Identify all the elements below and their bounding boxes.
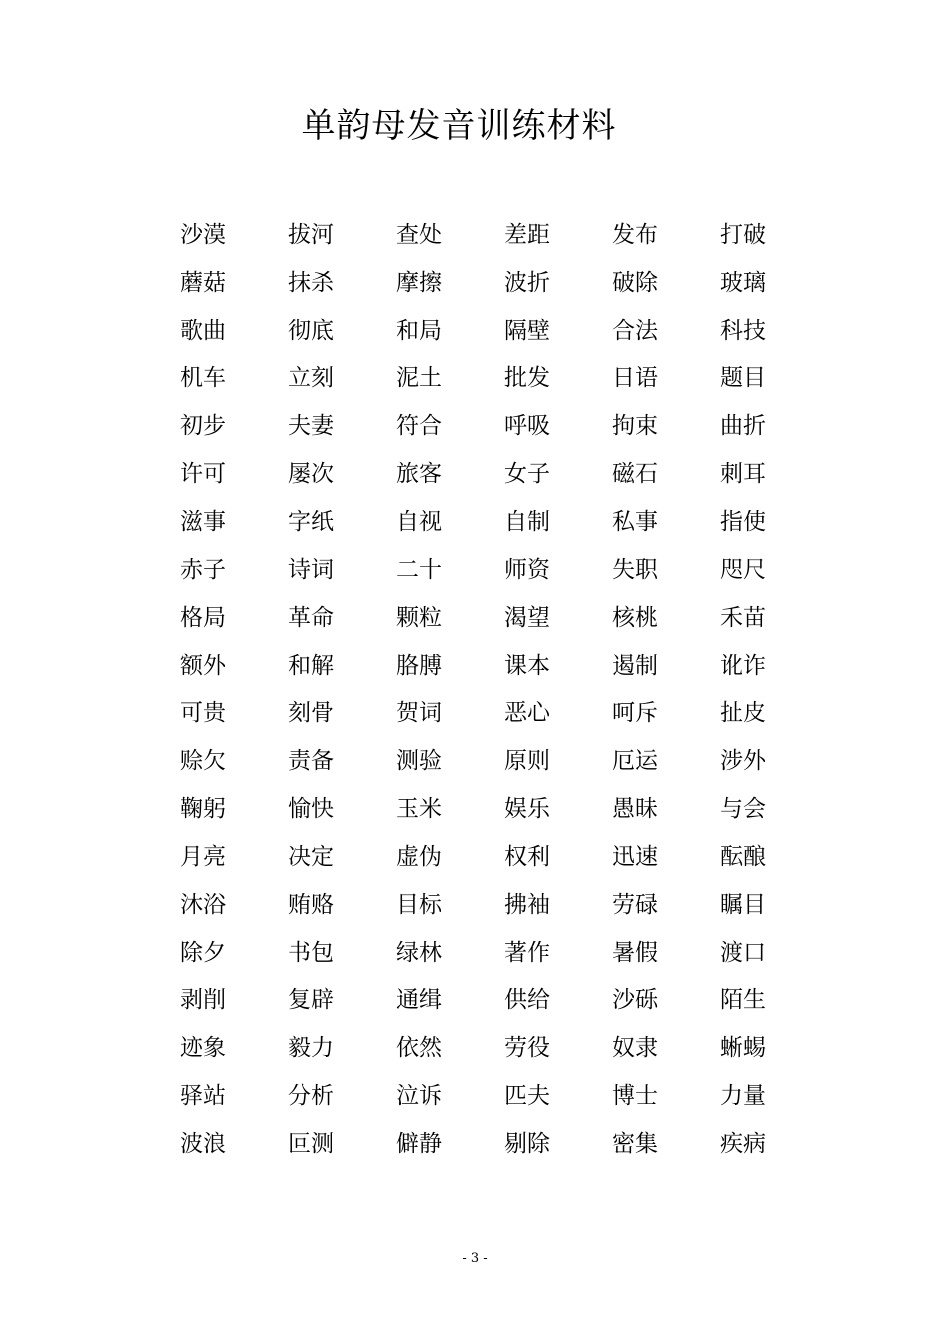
word-row <box>180 355 840 403</box>
word-cell: 自制 <box>504 508 550 535</box>
word-cell: 涉外 <box>720 748 766 775</box>
word-cell: 歌曲 <box>180 317 226 344</box>
word-cell: 机车 <box>180 365 226 392</box>
word-cell: 失职 <box>612 556 658 583</box>
word-cell: 娱乐 <box>504 796 550 823</box>
word-row <box>180 498 840 546</box>
word-cell: 迹象 <box>180 1035 226 1062</box>
word-row <box>180 402 840 450</box>
word-cell: 私事 <box>612 508 658 535</box>
word-cell: 自视 <box>396 508 442 535</box>
word-cell: 厄运 <box>612 748 658 775</box>
word-cell: 通缉 <box>396 987 442 1014</box>
word-cell: 依然 <box>396 1035 442 1062</box>
word-cell: 供给 <box>504 987 550 1014</box>
word-cell: 责备 <box>288 748 334 775</box>
word-row <box>180 307 840 355</box>
word-cell: 蘑菇 <box>180 269 226 296</box>
word-row <box>180 211 840 259</box>
word-row <box>180 737 840 785</box>
word-cell: 扯皮 <box>720 700 766 727</box>
word-cell: 与会 <box>720 796 766 823</box>
word-cell: 毅力 <box>288 1035 334 1062</box>
word-cell: 立刻 <box>288 365 334 392</box>
word-cell: 字纸 <box>288 508 334 535</box>
word-cell: 恶心 <box>504 700 550 727</box>
word-row <box>180 1024 840 1072</box>
word-cell: 曲折 <box>720 413 766 440</box>
page-number: - 3 - <box>462 1251 488 1266</box>
word-row <box>180 450 840 498</box>
word-cell: 拘束 <box>612 413 658 440</box>
word-cell: 刻骨 <box>288 700 334 727</box>
word-cell: 符合 <box>396 413 442 440</box>
word-cell: 和局 <box>396 317 442 344</box>
word-cell: 泥土 <box>396 365 442 392</box>
word-cell: 合法 <box>612 317 658 344</box>
word-cell: 摩擦 <box>396 269 442 296</box>
page-title: 单韵母发音训练材料 <box>301 106 617 146</box>
word-cell: 屡次 <box>288 461 334 488</box>
word-cell: 差距 <box>504 221 550 248</box>
word-cell: 初步 <box>180 413 226 440</box>
word-cell: 劳碌 <box>612 891 658 918</box>
word-cell: 格局 <box>180 604 226 631</box>
word-cell: 博士 <box>612 1083 658 1110</box>
word-cell: 彻底 <box>288 317 334 344</box>
word-cell: 力量 <box>720 1083 766 1110</box>
word-cell: 玉米 <box>396 796 442 823</box>
word-cell: 查处 <box>396 221 442 248</box>
word-cell: 瞩目 <box>720 891 766 918</box>
word-row <box>180 977 840 1025</box>
word-cell: 遏制 <box>612 652 658 679</box>
word-cell: 二十 <box>396 556 442 583</box>
word-cell: 僻静 <box>396 1130 442 1157</box>
word-row <box>180 546 840 594</box>
word-cell: 革命 <box>288 604 334 631</box>
word-row <box>180 689 840 737</box>
word-cell: 分析 <box>288 1083 334 1110</box>
word-cell: 颗粒 <box>396 604 442 631</box>
word-cell: 可贵 <box>180 700 226 727</box>
word-cell: 批发 <box>504 365 550 392</box>
word-row <box>180 785 840 833</box>
word-cell: 波浪 <box>180 1130 226 1157</box>
word-cell: 咫尺 <box>720 556 766 583</box>
word-cell: 奴隶 <box>612 1035 658 1062</box>
word-cell: 磁石 <box>612 461 658 488</box>
word-cell: 赊欠 <box>180 748 226 775</box>
word-cell: 刺耳 <box>720 461 766 488</box>
word-cell: 剔除 <box>504 1130 550 1157</box>
word-cell: 剥削 <box>180 987 226 1014</box>
word-cell: 贿赂 <box>288 891 334 918</box>
word-cell: 沐浴 <box>180 891 226 918</box>
word-cell: 讹诈 <box>720 652 766 679</box>
word-cell: 日语 <box>612 365 658 392</box>
word-cell: 泣诉 <box>396 1083 442 1110</box>
word-row <box>180 1072 840 1120</box>
word-cell: 科技 <box>720 317 766 344</box>
word-row <box>180 833 840 881</box>
word-cell: 目标 <box>396 891 442 918</box>
word-cell: 暑假 <box>612 939 658 966</box>
word-cell: 呼吸 <box>504 413 550 440</box>
word-cell: 夫妻 <box>288 413 334 440</box>
word-cell: 叵测 <box>288 1130 334 1157</box>
word-cell: 劳役 <box>504 1035 550 1062</box>
word-cell: 抹杀 <box>288 269 334 296</box>
word-cell: 疾病 <box>720 1130 766 1157</box>
word-cell: 诗词 <box>288 556 334 583</box>
word-cell: 虚伪 <box>396 843 442 870</box>
word-cell: 波折 <box>504 269 550 296</box>
word-cell: 书包 <box>288 939 334 966</box>
word-cell: 赤子 <box>180 556 226 583</box>
word-cell: 蜥蜴 <box>720 1035 766 1062</box>
word-cell: 贺词 <box>396 700 442 727</box>
word-cell: 题目 <box>720 365 766 392</box>
word-cell: 迅速 <box>612 843 658 870</box>
word-row <box>180 642 840 690</box>
word-row <box>180 594 840 642</box>
word-cell: 打破 <box>720 221 766 248</box>
word-cell: 拔河 <box>288 221 334 248</box>
word-cell: 玻璃 <box>720 269 766 296</box>
word-cell: 权利 <box>504 843 550 870</box>
word-cell: 禾苗 <box>720 604 766 631</box>
word-cell: 指使 <box>720 508 766 535</box>
word-cell: 原则 <box>504 748 550 775</box>
word-cell: 月亮 <box>180 843 226 870</box>
word-cell: 沙砾 <box>612 987 658 1014</box>
word-cell: 旅客 <box>396 461 442 488</box>
word-cell: 课本 <box>504 652 550 679</box>
word-cell: 密集 <box>612 1130 658 1157</box>
word-cell: 渴望 <box>504 604 550 631</box>
word-cell: 师资 <box>504 556 550 583</box>
word-cell: 隔壁 <box>504 317 550 344</box>
word-cell: 滋事 <box>180 508 226 535</box>
word-cell: 胳膊 <box>396 652 442 679</box>
word-cell: 沙漠 <box>180 221 226 248</box>
word-row <box>180 881 840 929</box>
word-row <box>180 929 840 977</box>
word-cell: 陌生 <box>720 987 766 1014</box>
word-cell: 复辟 <box>288 987 334 1014</box>
word-cell: 著作 <box>504 939 550 966</box>
word-cell: 拂袖 <box>504 891 550 918</box>
word-cell: 除夕 <box>180 939 226 966</box>
word-cell: 许可 <box>180 461 226 488</box>
word-cell: 鞠躬 <box>180 796 226 823</box>
word-cell: 决定 <box>288 843 334 870</box>
word-cell: 测验 <box>396 748 442 775</box>
word-cell: 核桃 <box>612 604 658 631</box>
word-cell: 破除 <box>612 269 658 296</box>
word-cell: 愉快 <box>288 796 334 823</box>
word-cell: 额外 <box>180 652 226 679</box>
word-row <box>180 259 840 307</box>
word-cell: 呵斥 <box>612 700 658 727</box>
word-row <box>180 1120 840 1168</box>
word-grid <box>180 211 840 1168</box>
word-cell: 酝酿 <box>720 843 766 870</box>
word-cell: 和解 <box>288 652 334 679</box>
word-cell: 愚昧 <box>612 796 658 823</box>
word-cell: 女子 <box>504 461 550 488</box>
word-cell: 渡口 <box>720 939 766 966</box>
word-cell: 驿站 <box>180 1083 226 1110</box>
word-cell: 匹夫 <box>504 1083 550 1110</box>
word-cell: 发布 <box>612 221 658 248</box>
word-cell: 绿林 <box>396 939 442 966</box>
